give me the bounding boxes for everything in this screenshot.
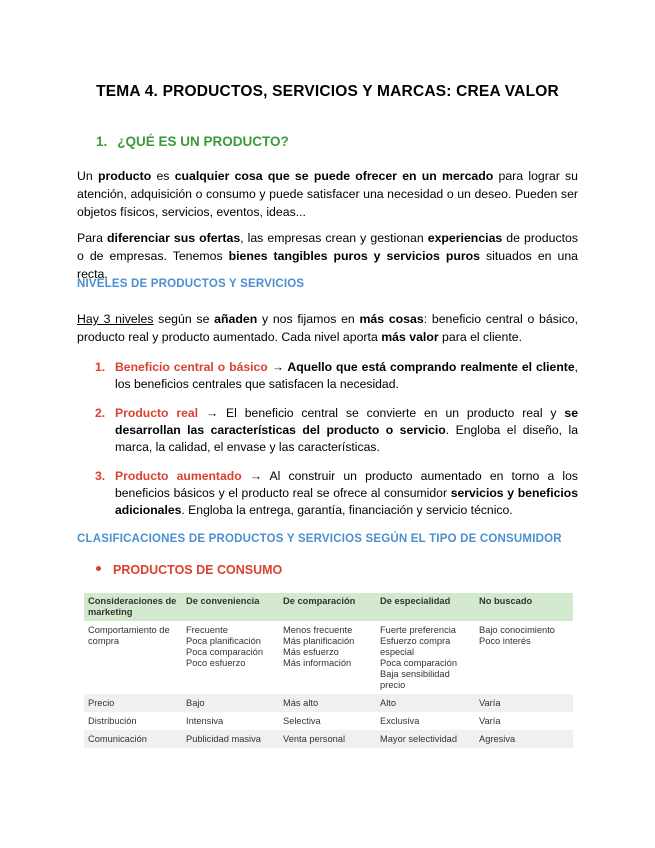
table-cell xyxy=(84,694,182,712)
table-header: No buscado xyxy=(475,593,573,621)
level-label: Beneficio central o básico xyxy=(115,360,268,374)
cell-line: Distribución xyxy=(88,716,137,726)
text: : beneficio central o básico, producto real y producto aumentado. Cada nivel aporta xyxy=(77,312,578,344)
table-row xyxy=(84,621,573,694)
text: Al construir un producto aumentado en torno a los beneficios básicos y el producto real se ofrece al consumidor xyxy=(115,469,578,500)
table-row xyxy=(84,730,573,748)
paragraph-levels xyxy=(77,310,578,346)
table-cell xyxy=(84,712,182,730)
paragraph-product-definition xyxy=(77,167,578,221)
table-header: Consideraciones de marketing xyxy=(84,593,182,621)
text: de productos o de empresas. Tenemos xyxy=(77,231,578,263)
list-number: 1. xyxy=(95,360,106,374)
table-cell xyxy=(475,730,573,748)
list-item-level-3 xyxy=(95,468,578,519)
table-cell xyxy=(376,712,475,730)
paragraph-differentiation xyxy=(77,229,578,283)
table-cell xyxy=(84,621,182,694)
text: , los beneficios centrales que satisfacen la necesidad. xyxy=(115,360,578,391)
table-cell xyxy=(376,730,475,748)
text: . Engloba el diseño, la marca, la calidad, el envase y las características. xyxy=(115,423,578,454)
arrow: → xyxy=(267,360,288,374)
cell-line: Baja sensibilidad xyxy=(380,669,450,679)
cell-line: especial xyxy=(380,647,415,657)
table-cell xyxy=(475,621,573,694)
page-title: TEMA 4. PRODUCTOS, SERVICIOS Y MARCAS: CREA VALOR xyxy=(96,83,559,100)
cell-line: Agresiva xyxy=(479,734,516,744)
cell-line: Poco esfuerzo xyxy=(186,658,246,668)
table-header-row xyxy=(84,593,573,621)
cell-line: Poco interés xyxy=(479,636,531,646)
bold-text: cualquier cosa que se puede ofrecer en un mercado xyxy=(174,169,494,183)
cell-line: Intensiva xyxy=(186,716,224,726)
table-cell xyxy=(279,621,376,694)
subheading-levels: NIVELES DE PRODUCTOS Y SERVICIOS xyxy=(77,278,305,290)
bold-text: más valor xyxy=(381,330,439,344)
underlined-text: Hay 3 niveles xyxy=(77,312,154,326)
bold-text: Aquello que está comprando realmente el cliente xyxy=(287,360,575,374)
text: El beneficio central se convierte en un producto real y xyxy=(226,406,565,420)
text: Para xyxy=(77,231,108,245)
table-header: De conveniencia xyxy=(182,593,279,621)
bold-text: servicios y beneficios adicionales xyxy=(115,486,578,517)
cell-line: compra xyxy=(88,636,120,646)
consumer-products-table xyxy=(84,593,573,748)
bold-text: se desarrollan las características del producto o servicio xyxy=(115,406,578,437)
arrow: → xyxy=(241,469,270,483)
bullet-label: PRODUCTOS DE CONSUMO xyxy=(113,563,283,577)
arrow: → xyxy=(198,406,227,420)
cell-line: Comunicación xyxy=(88,734,147,744)
text: . Engloba la entrega, garantía, financiación y servicio técnico. xyxy=(181,503,513,517)
cell-line: Menos frecuente xyxy=(283,625,353,635)
cell-line: Comportamiento de xyxy=(88,625,170,635)
cell-line: Más alto xyxy=(283,698,319,708)
table-cell xyxy=(182,712,279,730)
cell-line: Poca planificación xyxy=(186,636,261,646)
table-cell xyxy=(279,730,376,748)
section-title: ¿QUÉ ES UN PRODUCTO? xyxy=(117,134,289,149)
text: y nos fijamos en xyxy=(257,312,360,326)
table-cell xyxy=(475,712,573,730)
cell-line: Publicidad masiva xyxy=(186,734,261,744)
cell-line: Frecuente xyxy=(186,625,228,635)
section-heading xyxy=(96,134,289,149)
text: , las empresas crean y gestionan xyxy=(240,231,428,245)
cell-line: Esfuerzo compra xyxy=(380,636,451,646)
table-header: De especialidad xyxy=(376,593,475,621)
cell-line: Bajo conocimiento xyxy=(479,625,555,635)
cell-line: Exclusiva xyxy=(380,716,420,726)
level-label: Producto aumentado xyxy=(115,469,242,483)
text: Un xyxy=(77,169,98,183)
table-cell xyxy=(182,694,279,712)
cell-line: Varía xyxy=(479,698,501,708)
cell-line: Poca comparación xyxy=(380,658,457,668)
section-number: 1. xyxy=(96,134,108,149)
table-cell xyxy=(279,694,376,712)
table-row xyxy=(84,712,573,730)
list-number: 3. xyxy=(95,469,106,483)
text: para lograr su atención, adquisición o consumo y puede satisfacer una necesidad o un deseo. Pueden ser objetos físicos, servicios, eventos, ideas... xyxy=(77,169,578,219)
table-cell xyxy=(376,621,475,694)
table-row xyxy=(84,694,573,712)
cell-line: precio xyxy=(380,680,406,690)
text: para el cliente. xyxy=(438,330,523,344)
bold-text: añaden xyxy=(214,312,258,326)
table-cell xyxy=(182,621,279,694)
level-label: Producto real xyxy=(115,406,199,420)
text: es xyxy=(151,169,175,183)
bold-text: diferenciar sus ofertas xyxy=(107,231,241,245)
cell-line: Bajo xyxy=(186,698,205,708)
text: situados en una recta. xyxy=(77,249,579,281)
table-cell xyxy=(376,694,475,712)
bold-text: experiencias xyxy=(427,231,503,245)
table-cell xyxy=(182,730,279,748)
bold-text: más cosas xyxy=(359,312,424,326)
cell-line: Poca comparación xyxy=(186,647,263,657)
cell-line: Varía xyxy=(479,716,501,726)
subheading-classifications: CLASIFICACIONES DE PRODUCTOS Y SERVICIOS SEGÚN EL TIPO DE CONSUMIDOR xyxy=(77,533,562,545)
list-number: 2. xyxy=(95,406,106,420)
cell-line: Más planificación xyxy=(283,636,355,646)
table-cell xyxy=(279,712,376,730)
cell-line: Fuerte preferencia xyxy=(380,625,456,635)
bullet-consumer-products xyxy=(96,563,282,577)
text: según se xyxy=(153,312,215,326)
table-cell xyxy=(84,730,182,748)
bold-text: producto xyxy=(97,169,152,183)
cell-line: Selectiva xyxy=(283,716,321,726)
bullet-dot-icon xyxy=(96,566,101,571)
list-item-level-2 xyxy=(95,405,578,456)
cell-line: Mayor selectividad xyxy=(380,734,457,744)
list-item-level-1 xyxy=(95,359,578,393)
cell-line: Venta personal xyxy=(283,734,346,744)
cell-line: Alto xyxy=(380,698,397,708)
cell-line: Más información xyxy=(283,658,352,668)
cell-line: Más esfuerzo xyxy=(283,647,339,657)
bold-text: bienes tangibles puros y servicios puros xyxy=(228,249,481,263)
cell-line: Precio xyxy=(88,698,115,708)
table-header: De comparación xyxy=(279,593,376,621)
table-cell xyxy=(475,694,573,712)
